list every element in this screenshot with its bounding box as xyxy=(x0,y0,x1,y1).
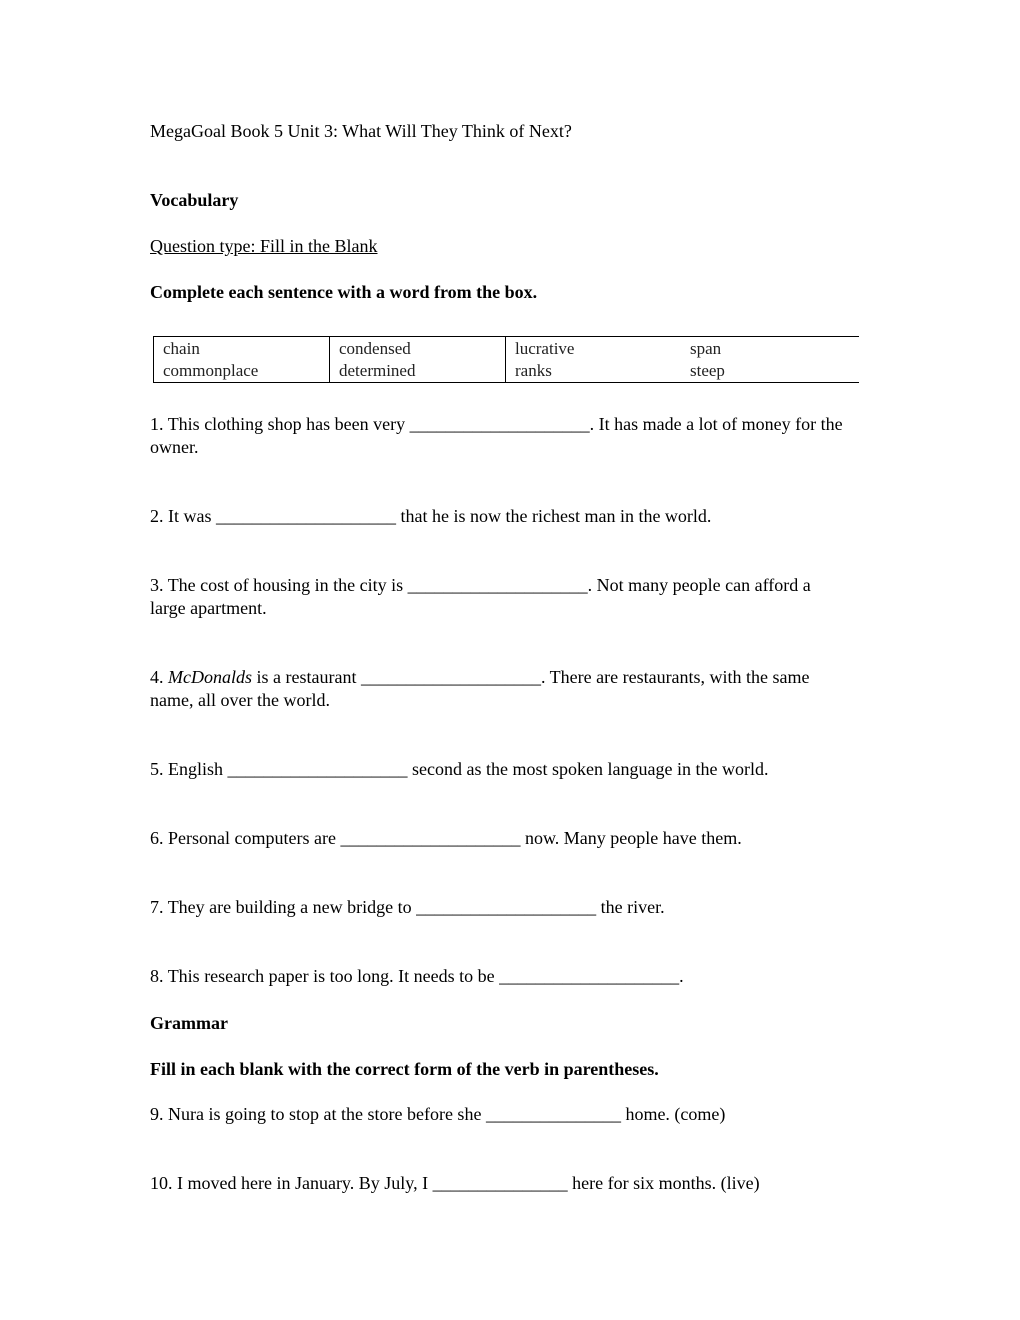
question-text-before: It was xyxy=(168,506,212,526)
question-text-after: . Not many people can afford a large apartment. xyxy=(150,575,811,618)
word-box-word: ranks xyxy=(515,361,552,380)
question-text-before: English xyxy=(168,759,224,779)
word-box-word: lucrative xyxy=(515,339,575,358)
question-number: 6. xyxy=(150,828,164,848)
question-1 xyxy=(150,413,865,459)
answer-blank[interactable]: _______________ xyxy=(485,1104,621,1124)
word-box-word: steep xyxy=(690,361,725,380)
question-text-before: Nura is going to stop at the store before she xyxy=(168,1104,482,1124)
answer-blank[interactable]: ____________________ xyxy=(360,667,541,687)
question-10 xyxy=(150,1172,865,1195)
question-text-after: now. Many people have them. xyxy=(524,828,742,848)
question-6 xyxy=(150,827,865,850)
question-text-after: the river. xyxy=(600,897,665,917)
question-type-label: Question type: Fill in the Blank xyxy=(150,236,378,256)
answer-blank[interactable]: ____________________ xyxy=(340,828,521,848)
question-number: 4. xyxy=(150,667,164,687)
question-text-after: second as the most spoken language in the world. xyxy=(412,759,769,779)
question-3 xyxy=(150,574,840,620)
answer-blank[interactable]: ____________________ xyxy=(227,759,408,779)
question-text-before: is a restaurant xyxy=(256,667,357,687)
answer-blank[interactable]: ____________________ xyxy=(409,414,590,434)
word-box-column-3 xyxy=(505,337,681,382)
grammar-instruction: Fill in each blank with the correct form of the verb in parentheses. xyxy=(150,1059,659,1079)
word-box-column-1 xyxy=(153,337,329,382)
word-box-word: commonplace xyxy=(163,361,259,380)
word-box-word: determined xyxy=(339,361,416,380)
question-number: 2. xyxy=(150,506,164,526)
question-text-before: This clothing shop has been very xyxy=(167,414,406,434)
question-8 xyxy=(150,965,865,988)
word-box-column-4 xyxy=(681,337,859,382)
question-number: 7. xyxy=(150,897,164,917)
question-number: 5. xyxy=(150,759,164,779)
question-text-before: I moved here in January. By July, I xyxy=(177,1173,429,1193)
grammar-heading: Grammar xyxy=(150,1013,228,1033)
question-7 xyxy=(150,896,865,919)
question-text-before: The cost of housing in the city is xyxy=(167,575,404,595)
answer-blank[interactable]: ____________________ xyxy=(499,966,680,986)
word-box xyxy=(153,336,859,383)
answer-blank[interactable]: ____________________ xyxy=(416,897,597,917)
word-box-word: condensed xyxy=(339,339,411,358)
question-text-before: Personal computers are xyxy=(168,828,336,848)
question-text-after: here for six months. (live) xyxy=(572,1173,760,1193)
question-text-after: that he is now the richest man in the world. xyxy=(400,506,712,526)
question-text-after: home. (come) xyxy=(625,1104,726,1124)
vocabulary-heading: Vocabulary xyxy=(150,190,239,210)
question-number: 10. xyxy=(150,1173,173,1193)
question-5 xyxy=(150,758,865,781)
answer-blank[interactable]: _______________ xyxy=(432,1173,568,1193)
word-box-column-2 xyxy=(329,337,505,382)
question-text-after: . It has made a lot of money for the owner. xyxy=(150,414,843,457)
question-number: 8. xyxy=(150,966,164,986)
question-text-after: . There are restaurants, with the same name, all over the world. xyxy=(150,667,810,710)
word-box-word: span xyxy=(690,339,722,358)
question-number: 1. xyxy=(150,414,164,434)
question-text-before: This research paper is too long. It needs to be xyxy=(167,966,495,986)
question-2 xyxy=(150,505,865,528)
question-text-after: . xyxy=(679,966,684,986)
page-title: MegaGoal Book 5 Unit 3: What Will They Think of Next? xyxy=(150,121,572,141)
question-number: 9. xyxy=(150,1104,164,1124)
question-number: 3. xyxy=(150,575,164,595)
question-4 xyxy=(150,666,850,712)
question-italic-name: McDonalds xyxy=(168,667,252,687)
answer-blank[interactable]: ____________________ xyxy=(216,506,396,526)
question-9 xyxy=(150,1103,865,1126)
word-box-word: chain xyxy=(163,339,200,358)
answer-blank[interactable]: ____________________ xyxy=(407,575,588,595)
question-text-before: They are building a new bridge to xyxy=(167,897,412,917)
vocabulary-instruction: Complete each sentence with a word from the box. xyxy=(150,282,538,302)
